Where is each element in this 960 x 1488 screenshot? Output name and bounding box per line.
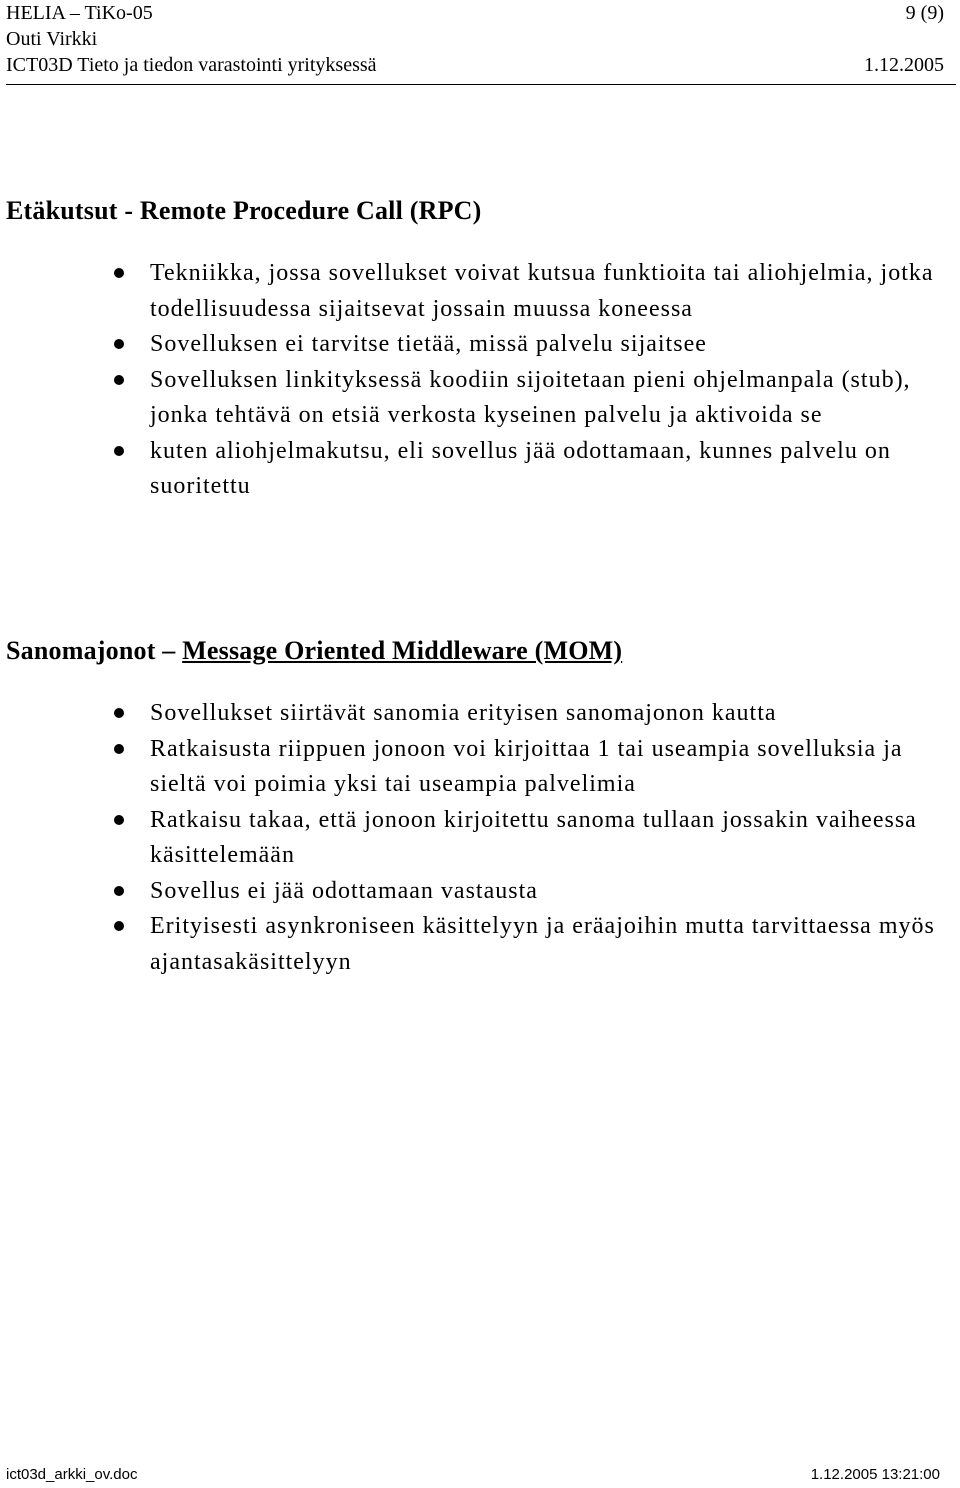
list-item <box>110 732 940 803</box>
section-title-mom <box>6 636 622 666</box>
footer-filename: ict03d_arkki_ov.doc <box>6 1466 138 1483</box>
section-title-mom-prefix: Sanomajonot – <box>6 636 183 665</box>
list-item <box>110 256 940 327</box>
footer-timestamp: 1.12.2005 13:21:00 <box>810 1466 940 1483</box>
bullet-icon <box>114 815 124 825</box>
rpc-bullet-list <box>110 256 940 505</box>
header-row-3 <box>6 52 944 78</box>
section-title-rpc: Etäkutsut - Remote Procedure Call (RPC) <box>6 196 482 225</box>
list-item-text: Ratkaisusta riippuen jonoon voi kirjoittaa 1 tai useampia sovelluksia ja sieltä voi poimia yksi tai useampia palvelimia <box>150 735 903 797</box>
page-header <box>6 0 944 78</box>
page-footer <box>6 1466 940 1484</box>
header-row-1 <box>6 0 944 26</box>
header-page-number: 9 (9) <box>905 2 944 24</box>
list-item-text: Erityisesti asynkroniseen käsittelyyn ja eräajoihin mutta tarvittaessa myös ajantasakäsittelyyn <box>150 913 935 975</box>
header-row-2 <box>6 26 944 52</box>
list-item-text: Sovellukset siirtävät sanomia erityisen sanomajonon kautta <box>150 700 777 726</box>
list-item-text: Sovelluksen ei tarvitse tietää, missä palvelu sijaitsee <box>150 331 707 357</box>
bullet-icon <box>114 375 124 385</box>
header-org: HELIA – TiKo-05 <box>6 2 153 24</box>
list-item-text: Tekniikka, jossa sovellukset voivat kutsua funktioita tai aliohjelmia, jotka todellisuudessa sijaitsevat jossain muussa koneessa <box>150 260 934 322</box>
list-item <box>110 363 940 434</box>
list-item <box>110 909 940 980</box>
list-item-text: kuten aliohjelmakutsu, eli sovellus jää odottamaan, kunnes palvelu on suoritettu <box>150 437 891 499</box>
list-item <box>110 327 940 363</box>
header-course: ICT03D Tieto ja tiedon varastointi yrityksessä <box>6 54 377 76</box>
section-title-mom-underlined: Message Oriented Middleware (MOM) <box>182 636 623 665</box>
bullet-icon <box>114 708 124 718</box>
bullet-icon <box>114 446 124 456</box>
header-divider <box>6 84 956 85</box>
list-item-text: Ratkaisu takaa, että jonoon kirjoitettu sanoma tullaan jossakin vaiheessa käsittelemään <box>150 806 917 868</box>
bullet-icon <box>114 886 124 896</box>
bullet-icon <box>114 268 124 278</box>
header-date: 1.12.2005 <box>864 54 944 76</box>
mom-bullet-list <box>110 696 940 980</box>
header-author: Outi Virkki <box>6 28 98 50</box>
bullet-icon <box>114 921 124 931</box>
bullet-icon <box>114 744 124 754</box>
list-item-text: Sovelluksen linkityksessä koodiin sijoitetaan pieni ohjelmanpala (stub), jonka tehtävä on etsiä verkosta kyseinen palvelu ja aktivoida se <box>150 366 911 428</box>
bullet-icon <box>114 339 124 349</box>
list-item <box>110 803 940 874</box>
list-item-text: Sovellus ei jää odottamaan vastausta <box>150 877 538 904</box>
list-item <box>110 696 940 732</box>
list-item <box>110 874 940 910</box>
list-item <box>110 434 940 505</box>
